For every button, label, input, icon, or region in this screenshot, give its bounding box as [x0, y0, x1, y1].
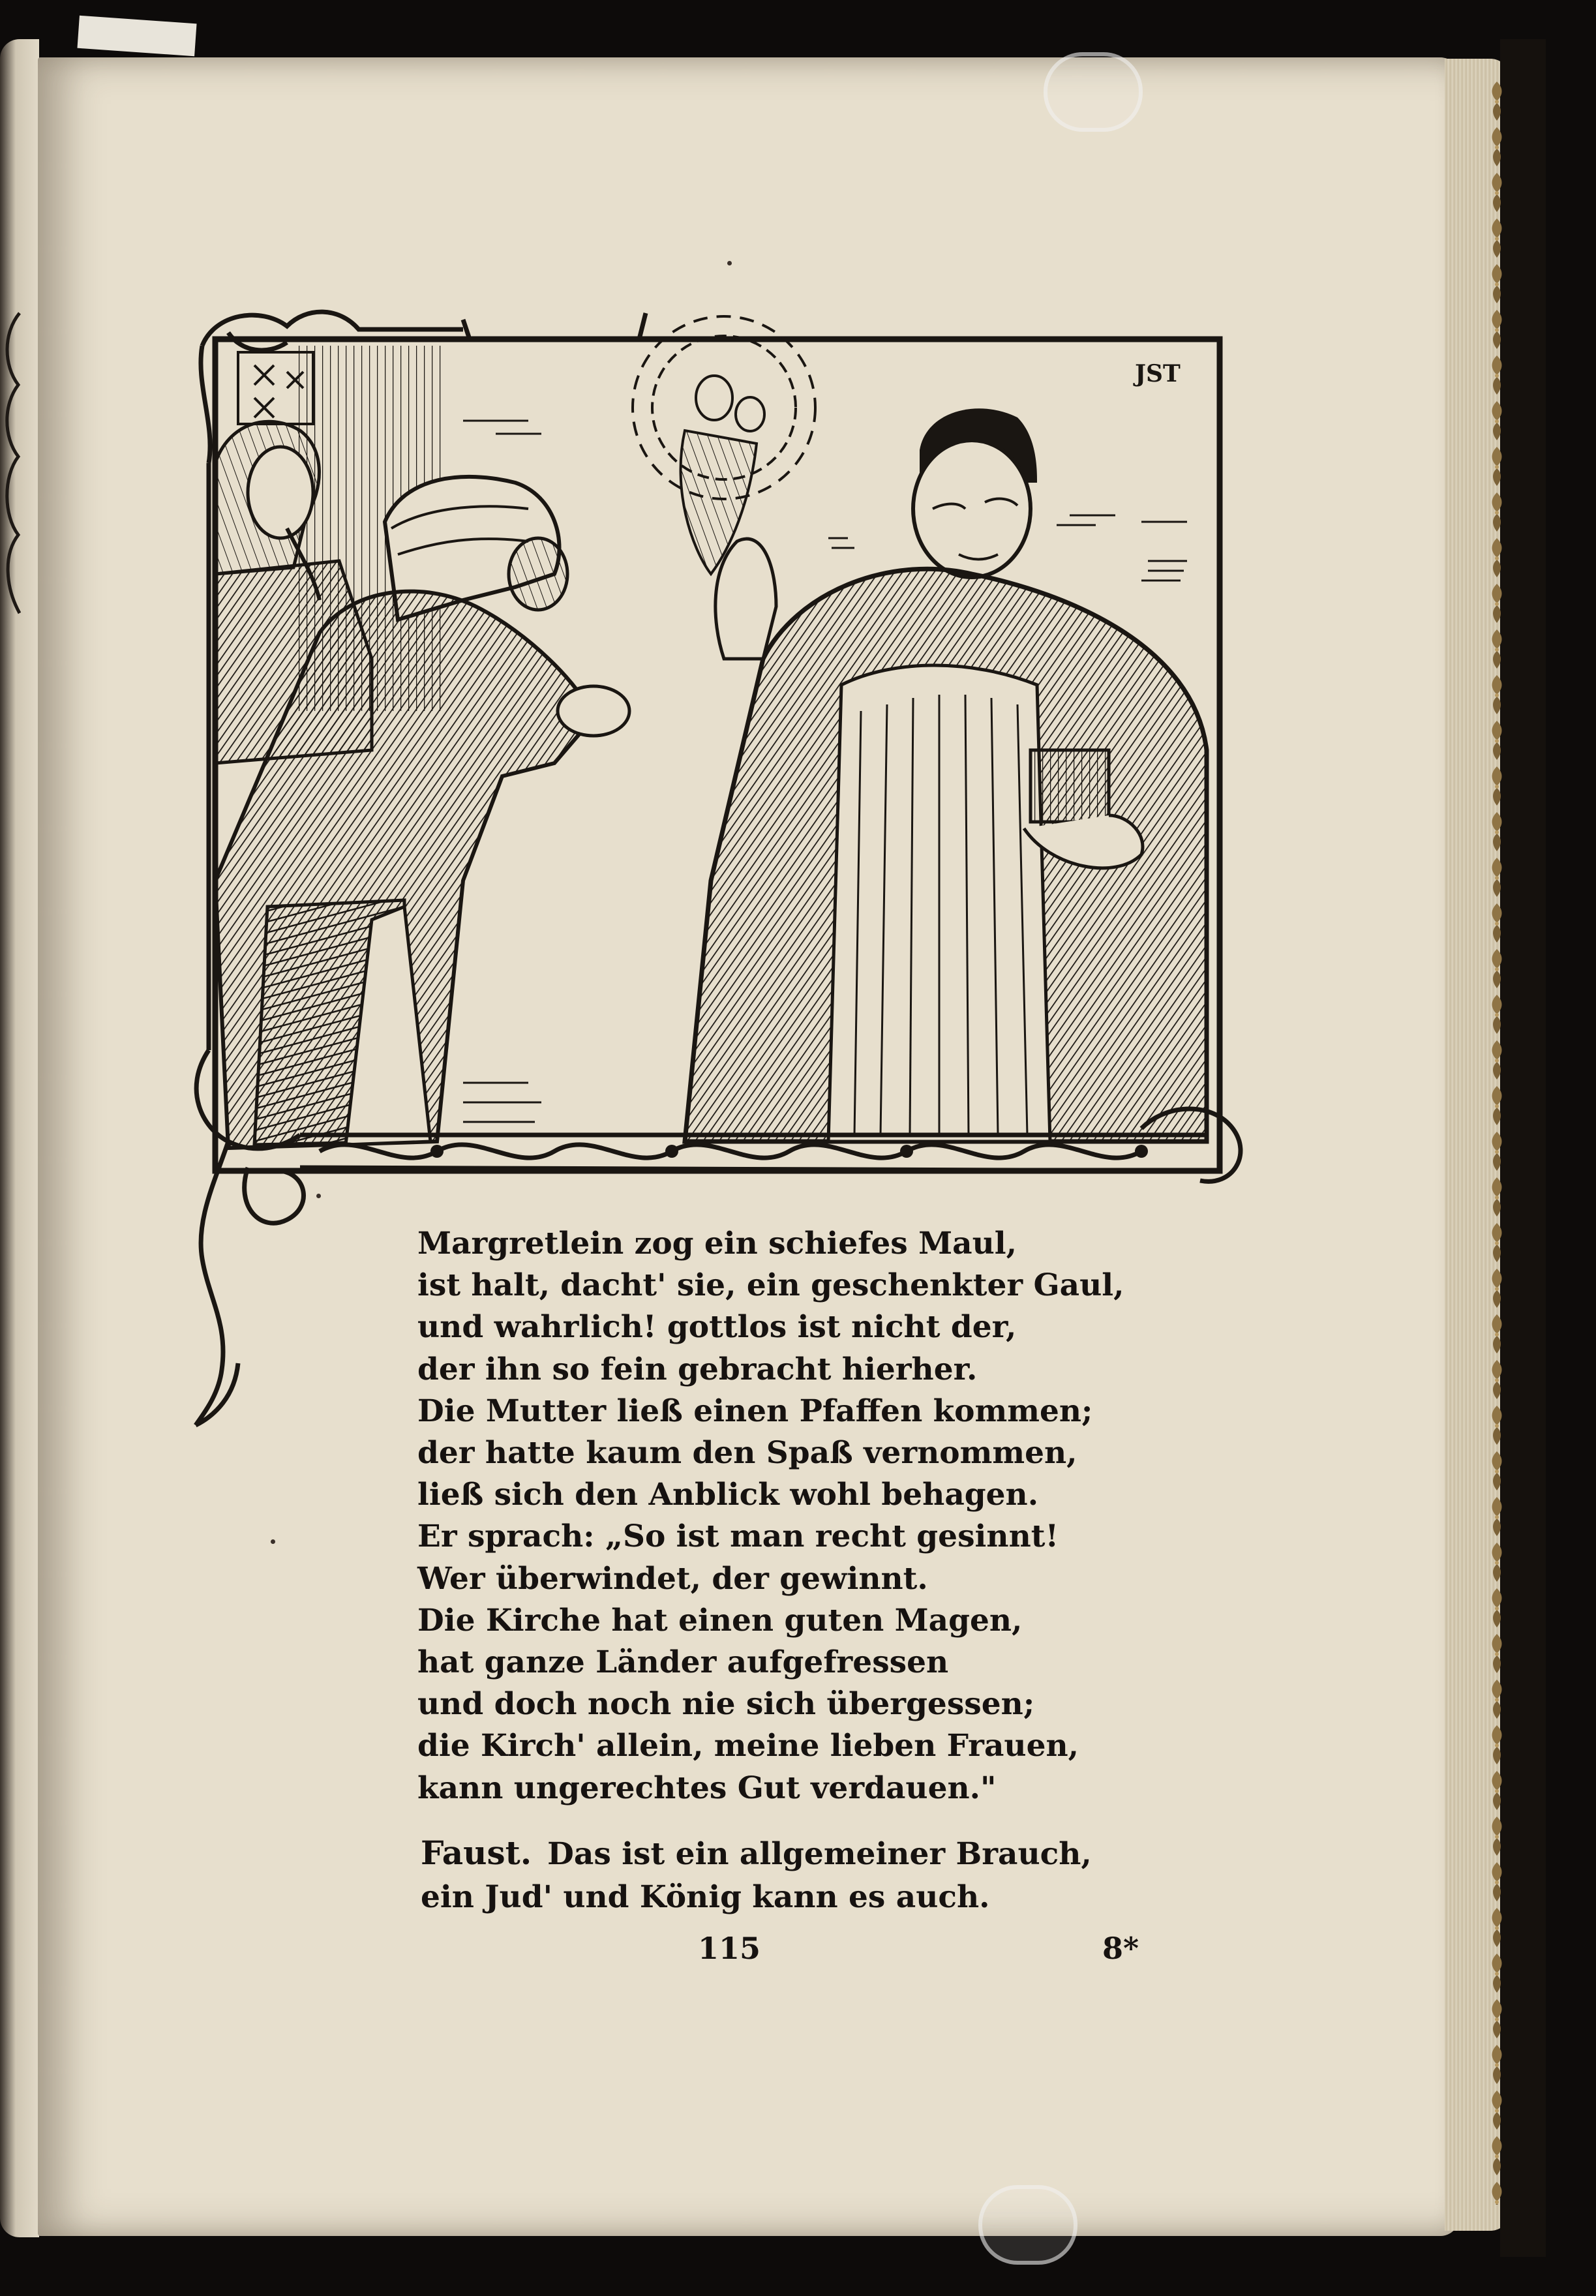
- page-clip-bottom: [978, 2185, 1077, 2265]
- spine-floral-ornament: [1477, 78, 1516, 2205]
- verse-line: die Kirch' allein, meine lieben Frauen,: [417, 1728, 1079, 1764]
- verse-block: [417, 1223, 1167, 1809]
- speech-line: Das ist ein allgemeiner Brauch,: [547, 1836, 1092, 1872]
- verse-line: hat ganze Länder aufgefressen: [417, 1644, 949, 1681]
- speech-line: ein Jud' und König kann es auch.: [421, 1879, 990, 1915]
- verse-line: der hatte kaum den Spaß vernommen,: [417, 1435, 1077, 1472]
- signature-mark: 8*: [1102, 1931, 1139, 1966]
- verse-line: Er sprach: „So ist man recht gesinnt!: [417, 1518, 1059, 1555]
- page-speck: [271, 1539, 275, 1544]
- verse-line: ist halt, dacht' sie, ein geschenkter Gaul,: [417, 1267, 1124, 1304]
- verse-line: und doch noch nie sich übergessen;: [417, 1686, 1035, 1723]
- verse-line: Die Kirche hat einen guten Magen,: [417, 1602, 1023, 1639]
- verse-line: Margretlein zog ein schiefes Maul,: [417, 1226, 1017, 1261]
- artist-monogram: JST: [1135, 360, 1181, 387]
- shelf-tag: [77, 16, 196, 56]
- verse-line: der ihn so fein gebracht hierher.: [417, 1351, 978, 1387]
- verse-line: und wahrlich! gottlos ist nicht der,: [417, 1309, 1017, 1346]
- verse-line: kann ungerechtes Gut verdauen.": [417, 1770, 997, 1806]
- page-speck: [316, 1194, 321, 1198]
- previous-page-ornament: [0, 307, 22, 620]
- speech-block: [421, 1832, 1203, 1919]
- verse-line: ließ sich den Anblick wohl behagen.: [417, 1477, 1039, 1513]
- speaker-name: Faust.: [421, 1834, 532, 1872]
- page-speck: [727, 261, 732, 265]
- verse-line: Wer überwindet, der gewinnt.: [417, 1560, 928, 1597]
- page-clip-top: [1044, 52, 1143, 132]
- verse-line: Die Mutter ließ einen Pfaffen kommen;: [417, 1393, 1093, 1429]
- page-number: 115: [698, 1931, 761, 1966]
